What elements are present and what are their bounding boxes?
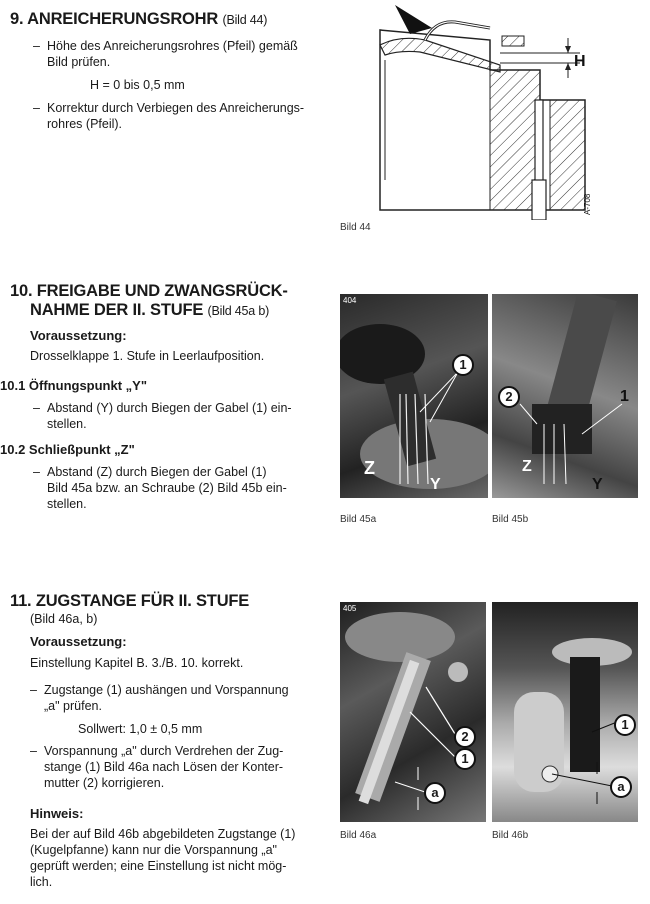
figure-46a-label-a: a — [424, 782, 446, 804]
figure-45b-caption: Bild 45b — [492, 514, 529, 525]
section-11-ref: (Bild 46a, b) — [30, 612, 98, 626]
section-11-bullet-2-line-1: Vorspannung „a" durch Verdrehen der Zug- — [44, 744, 284, 758]
section-9-ref: (Bild 44) — [222, 13, 268, 27]
figure-46b-label-1: 1 — [614, 714, 636, 736]
bullet-dash: – — [30, 683, 37, 697]
figure-45b-label-z: Z — [522, 458, 532, 475]
section-11-bullet-1-line-2: „a" prüfen. — [44, 699, 102, 713]
figure-46a-caption: Bild 46a — [340, 830, 377, 841]
section-11-note-heading: Hinweis: — [30, 806, 84, 821]
figure-45a-label-z: Z — [364, 458, 375, 478]
section-10-ref: (Bild 45a b) — [207, 304, 270, 318]
figure-46b-photo — [492, 602, 638, 822]
section-9-bullet-2-line-2: rohres (Pfeil). — [47, 117, 123, 131]
figure-45a-photo — [340, 294, 488, 498]
section-10-1-line-2: stellen. — [47, 417, 87, 431]
section-10-heading — [10, 282, 288, 321]
section-11-note-line-4: lich. — [30, 875, 53, 889]
figure-45a-caption: Bild 45a — [340, 514, 377, 525]
figure-44-caption: Bild 44 — [340, 222, 371, 233]
figure-45b-label-y: Y — [592, 476, 603, 493]
section-11-bullet-2-line-2: stange (1) Bild 46a nach Lösen der Konter- — [44, 760, 284, 774]
section-9-heading — [10, 10, 267, 30]
section-10-title-line-2: NAHME DER II. STUFE — [30, 301, 204, 319]
section-9-number: 9. — [10, 10, 24, 28]
section-10-2-line-1: Abstand (Z) durch Biegen der Gabel (1) — [47, 465, 267, 479]
section-10-2-bullet — [33, 464, 333, 514]
section-9-formula: H = 0 bis 0,5 mm — [90, 78, 185, 92]
section-9-title: ANREICHERUNGSROHR — [27, 10, 219, 28]
section-11-note-line-3: geprüft werden; eine Einstellung ist nicht mög- — [30, 859, 287, 873]
section-11-note — [30, 826, 330, 890]
figure-45b-label-1: 1 — [620, 388, 629, 405]
figure-45a-label-y: Y — [430, 476, 441, 493]
section-11-bullet-2 — [30, 743, 330, 793]
bullet-dash: – — [30, 744, 37, 758]
section-9-bullet-2-line-1: Korrektur durch Verbiegen des Anreicherungs- — [47, 101, 305, 115]
bullet-dash: – — [33, 401, 40, 415]
section-11-note-line-2: (Kugelpfanne) kann nur die Vorspannung „a" — [30, 843, 277, 857]
section-9-bullet-2 — [33, 100, 333, 134]
bullet-dash: – — [33, 465, 40, 479]
section-10-1-bullet — [33, 400, 333, 434]
section-11-formula: Sollwert: 1,0 ± 0,5 mm — [78, 722, 203, 736]
bullet-dash: – — [33, 101, 40, 115]
figure-46a-label-2: 2 — [454, 726, 476, 748]
section-11-bullet-2-line-3: mutter (2) korrigieren. — [44, 776, 165, 790]
section-11-number: 11. — [10, 592, 32, 610]
figure-44-code: A-708 — [583, 193, 592, 215]
section-10-1-line-1: Abstand (Y) durch Biegen der Gabel (1) ein- — [47, 401, 292, 415]
figure-46a-code: 405 — [343, 604, 357, 613]
section-10-1-heading: 10.1 Öffnungspunkt „Y" — [0, 378, 148, 393]
figure-46b-caption: Bild 46b — [492, 830, 529, 841]
section-11-precondition-heading: Voraussetzung: — [30, 634, 127, 649]
section-10-2-line-2: Bild 45a bzw. an Schraube (2) Bild 45b ein- — [47, 481, 287, 495]
bullet-dash: – — [33, 39, 40, 53]
section-9-bullet-1 — [33, 38, 333, 72]
section-10-2-line-3: stellen. — [47, 497, 87, 511]
section-11-heading — [10, 592, 249, 611]
figure-45b-label-2: 2 — [498, 386, 520, 408]
figure-45a-code: 404 — [343, 296, 357, 305]
figure-45b-photo — [492, 294, 638, 498]
section-10-precondition-heading: Voraussetzung: — [30, 328, 127, 343]
section-9-bullet-1-line-1: Höhe des Anreicherungsrohres (Pfeil) gemäß — [47, 39, 298, 53]
figure-46b-label-a: a — [610, 776, 632, 798]
figure-44-drawing — [340, 0, 620, 220]
section-11-title: ZUGSTANGE FÜR II. STUFE — [35, 592, 250, 610]
section-11-bullet-1 — [30, 682, 330, 716]
section-10-number: 10. — [10, 282, 33, 300]
figure-46a-label-1: 1 — [454, 748, 476, 770]
section-10-2-heading: 10.2 Schließpunkt „Z" — [0, 442, 135, 457]
section-11-precondition-text: Einstellung Kapitel B. 3./B. 10. korrekt. — [30, 656, 244, 670]
figure-45a-label-1: 1 — [452, 354, 474, 376]
section-11-bullet-1-line-1: Zugstange (1) aushängen und Vorspannung — [44, 683, 289, 697]
figure-46a-photo — [340, 602, 486, 822]
section-10-title-line-1: FREIGABE UND ZWANGSRÜCK- — [36, 282, 288, 300]
section-9-bullet-1-line-2: Bild prüfen. — [47, 55, 111, 69]
figure-44-label-h: H — [574, 53, 586, 70]
section-10-precondition-text: Drosselklappe 1. Stufe in Leerlaufposition. — [30, 349, 265, 363]
section-11-note-line-1: Bei der auf Bild 46b abgebildeten Zugstange (1) — [30, 827, 296, 841]
